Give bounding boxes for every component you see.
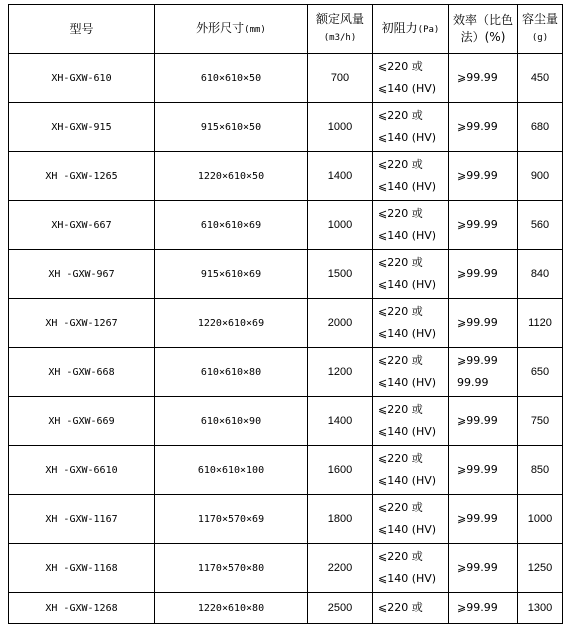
table-row [9, 348, 563, 397]
table-row [9, 152, 563, 201]
table-row [9, 446, 563, 495]
resistance-line-1: ⩽220 或 [378, 305, 423, 318]
cell-size: 610×610×80 [155, 348, 308, 397]
cell-flow: 1000 [308, 201, 373, 250]
cell-flow: 2500 [308, 593, 373, 624]
efficiency-line-1: ⩾99.99 [457, 218, 498, 231]
efficiency-line-1: ⩾99.99 [457, 601, 498, 614]
cell-size: 1220×610×50 [155, 152, 308, 201]
resistance-line-2: ⩽140 (HV) [378, 425, 437, 438]
cell-model: XH -GXW-1268 [9, 593, 155, 624]
cell-size: 915×610×69 [155, 250, 308, 299]
table-row [9, 299, 563, 348]
resistance-line-1: ⩽220 或 [378, 207, 423, 220]
header-dust-unit: (g) [531, 33, 549, 43]
header-efficiency-label: 效率（比色 [452, 13, 513, 27]
cell-resistance [373, 446, 449, 495]
resistance-line-2: ⩽140 (HV) [378, 523, 437, 536]
cell-dust: 850 [518, 446, 563, 495]
cell-model: XH-GXW-610 [9, 54, 155, 103]
header-flow-unit: (m3/h) [323, 33, 357, 43]
cell-flow: 1200 [308, 348, 373, 397]
cell-model: XH -GXW-1265 [9, 152, 155, 201]
table-row [9, 593, 563, 624]
cell-size: 1220×610×69 [155, 299, 308, 348]
resistance-line-2: ⩽140 (HV) [378, 229, 437, 242]
cell-dust: 650 [518, 348, 563, 397]
cell-model: XH -GXW-669 [9, 397, 155, 446]
header-size-label: 外形尺寸 [196, 20, 245, 35]
resistance-line-2: ⩽140 (HV) [378, 327, 437, 340]
cell-efficiency [449, 544, 518, 593]
cell-flow: 1600 [308, 446, 373, 495]
resistance-line-1: ⩽220 或 [378, 452, 423, 465]
header-row [9, 5, 563, 54]
cell-model: XH -GXW-1167 [9, 495, 155, 544]
cell-size: 610×610×50 [155, 54, 308, 103]
cell-efficiency [449, 152, 518, 201]
resistance-line-1: ⩽220 或 [378, 354, 423, 367]
cell-dust: 1120 [518, 299, 563, 348]
cell-model: XH-GXW-915 [9, 103, 155, 152]
resistance-line-1: ⩽220 或 [378, 256, 423, 269]
cell-efficiency [449, 348, 518, 397]
table-row [9, 495, 563, 544]
resistance-line-2: ⩽140 (HV) [378, 474, 437, 487]
efficiency-line-1: ⩾99.99 [457, 169, 498, 182]
table-row [9, 544, 563, 593]
table-row [9, 201, 563, 250]
table-row [9, 397, 563, 446]
cell-model: XH -GXW-6610 [9, 446, 155, 495]
header-dust [518, 5, 563, 54]
cell-size: 610×610×69 [155, 201, 308, 250]
resistance-line-2: ⩽140 (HV) [378, 82, 437, 95]
cell-flow: 1800 [308, 495, 373, 544]
cell-size: 1170×570×69 [155, 495, 308, 544]
cell-efficiency [449, 201, 518, 250]
header-efficiency-label-2: 法）(%) [460, 30, 506, 44]
cell-model: XH -GXW-967 [9, 250, 155, 299]
header-model [9, 5, 155, 54]
cell-dust: 680 [518, 103, 563, 152]
efficiency-line-2: 99.99 [457, 376, 489, 389]
cell-flow: 1400 [308, 152, 373, 201]
cell-efficiency [449, 299, 518, 348]
header-resistance-unit: (Pa) [417, 24, 440, 35]
cell-size: 610×610×90 [155, 397, 308, 446]
cell-model: XH -GXW-668 [9, 348, 155, 397]
cell-model: XH -GXW-1168 [9, 544, 155, 593]
cell-resistance [373, 152, 449, 201]
header-resistance [373, 5, 449, 54]
cell-dust: 1250 [518, 544, 563, 593]
resistance-line-2: ⩽140 (HV) [378, 376, 437, 389]
cell-resistance [373, 201, 449, 250]
cell-flow: 1500 [308, 250, 373, 299]
cell-resistance [373, 103, 449, 152]
resistance-line-1: ⩽220 或 [378, 403, 423, 416]
cell-resistance [373, 593, 449, 624]
resistance-line-2: ⩽140 (HV) [378, 131, 437, 144]
cell-resistance [373, 299, 449, 348]
resistance-line-1: ⩽220 或 [378, 550, 423, 563]
header-flow [308, 5, 373, 54]
header-dust-label: 容尘量 [521, 12, 558, 26]
efficiency-line-1: ⩾99.99 [457, 561, 498, 574]
cell-efficiency [449, 495, 518, 544]
cell-flow: 2200 [308, 544, 373, 593]
resistance-line-1: ⩽220 或 [378, 109, 423, 122]
resistance-line-1: ⩽220 或 [378, 601, 423, 614]
cell-dust: 750 [518, 397, 563, 446]
cell-resistance [373, 397, 449, 446]
cell-model: XH -GXW-1267 [9, 299, 155, 348]
efficiency-line-1: ⩾99.99 [457, 71, 498, 84]
header-size-unit: (mm) [244, 24, 266, 35]
table-body [9, 54, 563, 624]
cell-efficiency [449, 54, 518, 103]
cell-size: 1220×610×80 [155, 593, 308, 624]
header-resistance-label: 初阻力 [381, 20, 418, 35]
header-model-label: 型号 [69, 21, 94, 36]
efficiency-line-1: ⩾99.99 [457, 512, 498, 525]
efficiency-line-1: ⩾99.99 [457, 354, 498, 367]
cell-efficiency [449, 250, 518, 299]
cell-flow: 1400 [308, 397, 373, 446]
cell-flow: 2000 [308, 299, 373, 348]
table-row [9, 54, 563, 103]
cell-efficiency [449, 397, 518, 446]
resistance-line-1: ⩽220 或 [378, 158, 423, 171]
cell-flow: 1000 [308, 103, 373, 152]
header-efficiency [449, 5, 518, 54]
header-size [155, 5, 308, 54]
efficiency-line-1: ⩾99.99 [457, 463, 498, 476]
cell-size: 915×610×50 [155, 103, 308, 152]
resistance-line-1: ⩽220 或 [378, 501, 423, 514]
cell-dust: 1000 [518, 495, 563, 544]
efficiency-line-1: ⩾99.99 [457, 316, 498, 329]
cell-dust: 560 [518, 201, 563, 250]
cell-resistance [373, 250, 449, 299]
resistance-line-2: ⩽140 (HV) [378, 180, 437, 193]
resistance-line-2: ⩽140 (HV) [378, 278, 437, 291]
cell-resistance [373, 544, 449, 593]
table-row [9, 250, 563, 299]
header-flow-label: 额定风量 [315, 12, 364, 26]
table-row [9, 103, 563, 152]
filter-spec-table [8, 4, 563, 624]
cell-flow: 700 [308, 54, 373, 103]
cell-size: 610×610×100 [155, 446, 308, 495]
efficiency-line-1: ⩾99.99 [457, 414, 498, 427]
resistance-line-1: ⩽220 或 [378, 60, 423, 73]
cell-size: 1170×570×80 [155, 544, 308, 593]
cell-resistance [373, 495, 449, 544]
cell-model: XH-GXW-667 [9, 201, 155, 250]
cell-dust: 900 [518, 152, 563, 201]
cell-efficiency [449, 103, 518, 152]
cell-efficiency [449, 446, 518, 495]
efficiency-line-1: ⩾99.99 [457, 267, 498, 280]
cell-dust: 840 [518, 250, 563, 299]
cell-resistance [373, 348, 449, 397]
cell-dust: 1300 [518, 593, 563, 624]
resistance-line-2: ⩽140 (HV) [378, 572, 437, 585]
efficiency-line-1: ⩾99.99 [457, 120, 498, 133]
cell-resistance [373, 54, 449, 103]
cell-efficiency [449, 593, 518, 624]
cell-dust: 450 [518, 54, 563, 103]
